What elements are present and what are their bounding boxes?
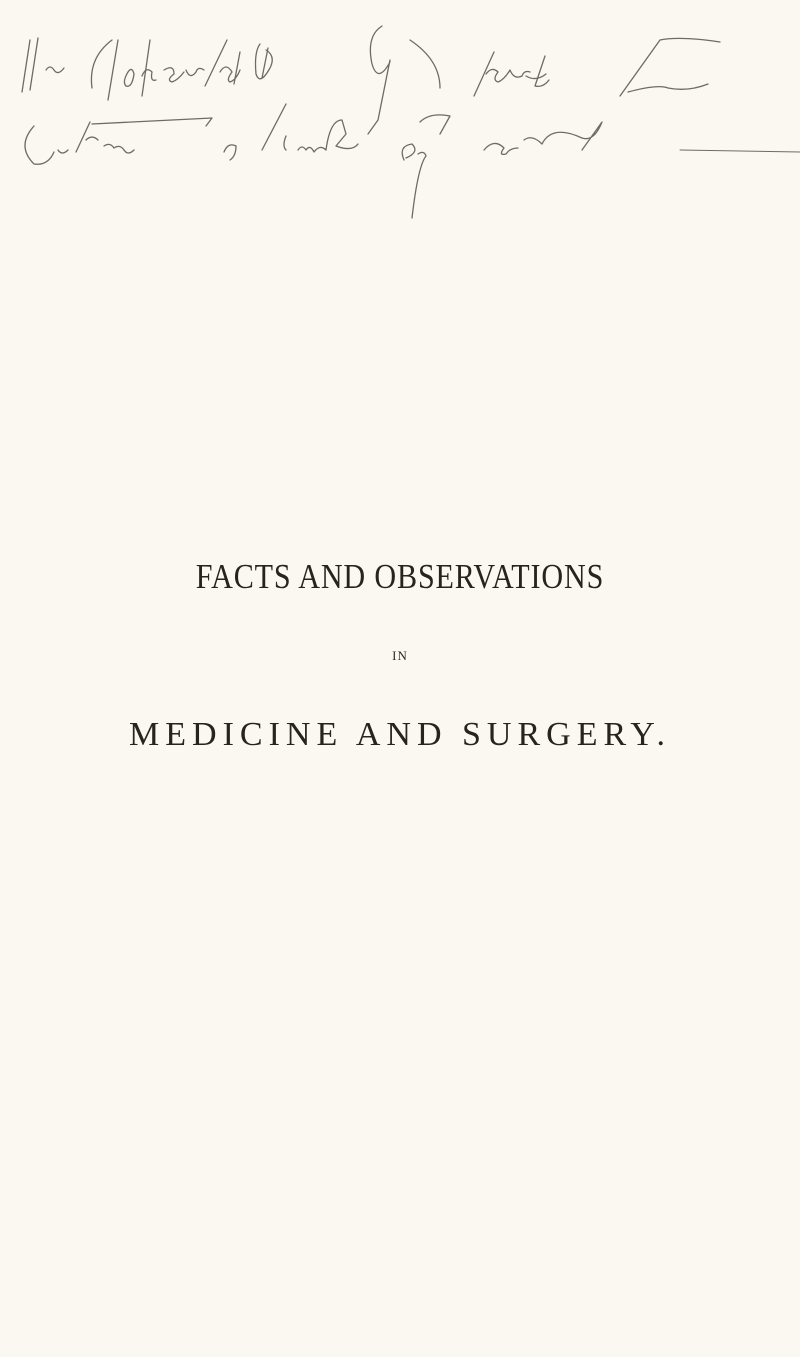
title-line-medicine-and-surgery: MEDICINE AND SURGERY. [129, 716, 671, 753]
title-line-in: IN [392, 648, 408, 663]
handwritten-inscription-icon [0, 0, 800, 230]
title-line-facts-and-observations: FACTS AND OBSERVATIONS [195, 557, 605, 596]
